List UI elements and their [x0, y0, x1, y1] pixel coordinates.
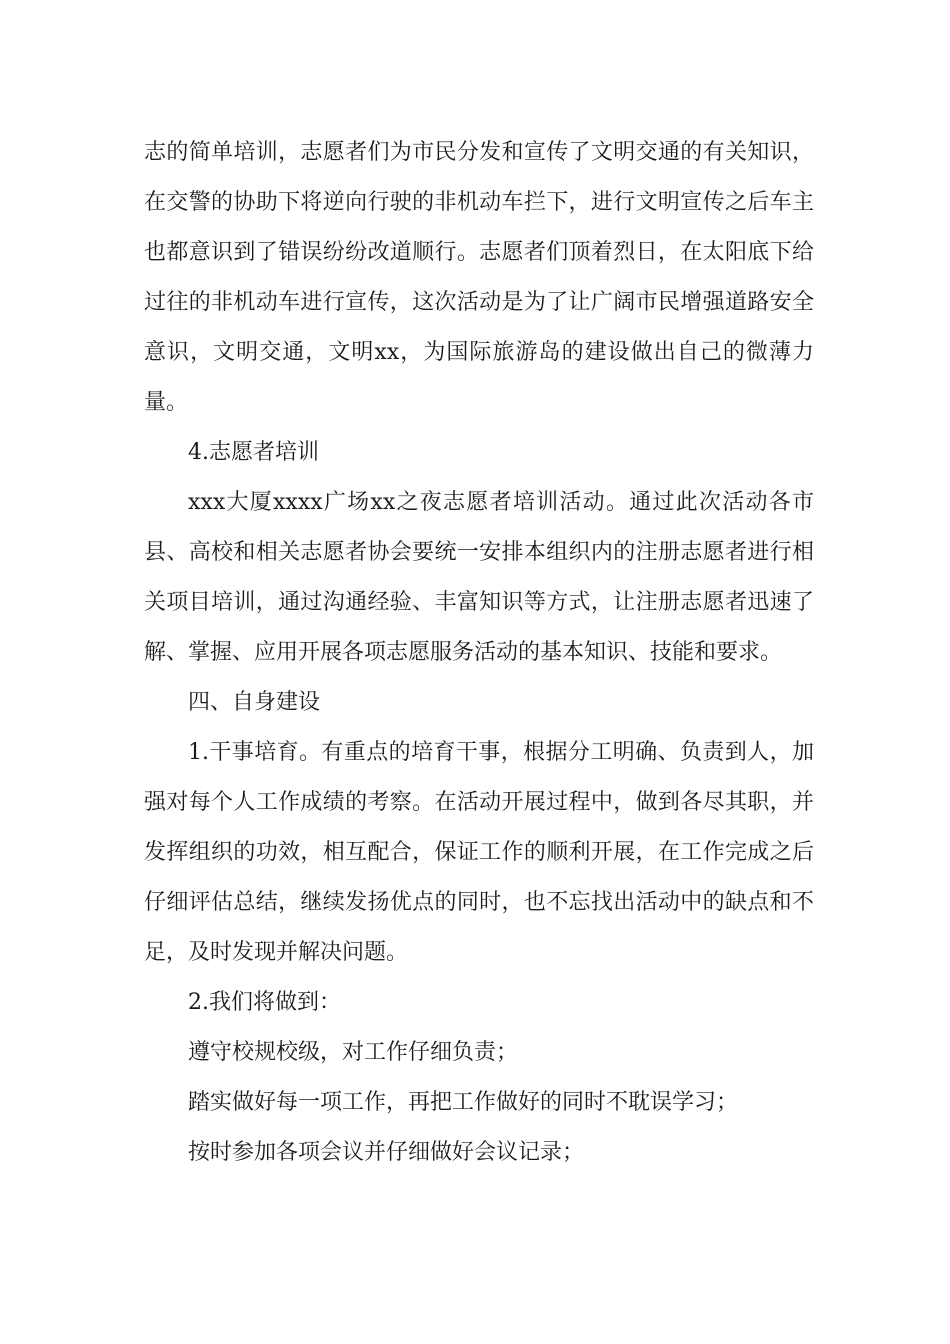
paragraph-3: xxx大厦xxxx广场xx之夜志愿者培训活动。通过此次活动各市县、高校和相关志愿者协会要统一安排本组织内的注册志愿者进行相关项目培训，通过沟通经验、丰富知识等方式，让注册志愿者迅速了解、掌握、应用开展各项志愿服务活动的基本知识、技能和要求。	[144, 490, 814, 665]
paragraph-5: 1.干事培育。有重点的培育干事，根据分工明确、负责到人，加强对每个人工作成绩的考察。在活动开展过程中，做到各尽其职，并发挥组织的功效，相互配合，保证工作的顺利开展，在工作完成之后仔细评估总结，继续发扬优点的同时，也不忘找出活动中的缺点和不足，及时发现并解决问题。	[144, 740, 814, 965]
paragraph-1: 志的简单培训，志愿者们为市民分发和宣传了文明交通的有关知识，在交警的协助下将逆向行驶的非机动车拦下，进行文明宣传之后车主也都意识到了错误纷纷改道顺行。志愿者们顶着烈日，在太阳底下给过往的非机动车进行宣传，这次活动是为了让广阔市民增强道路安全意识，文明交通，文明xx，为国际旅游岛的建设做出自己的微薄力量。	[144, 140, 814, 415]
section-heading: 四、自身建设	[188, 690, 321, 715]
list-item-2: 踏实做好每一项工作，再把工作做好的同时不耽误学习；	[188, 1090, 739, 1115]
document-body	[144, 128, 814, 1178]
paragraph-2-heading: 4.志愿者培训	[188, 440, 319, 465]
list-item-3: 按时参加各项会议并仔细做好会议记录；	[188, 1140, 585, 1165]
paragraph-6-heading: 2.我们将做到：	[188, 990, 341, 1015]
list-item-1: 遵守校规校级，对工作仔细负责；	[188, 1040, 519, 1065]
